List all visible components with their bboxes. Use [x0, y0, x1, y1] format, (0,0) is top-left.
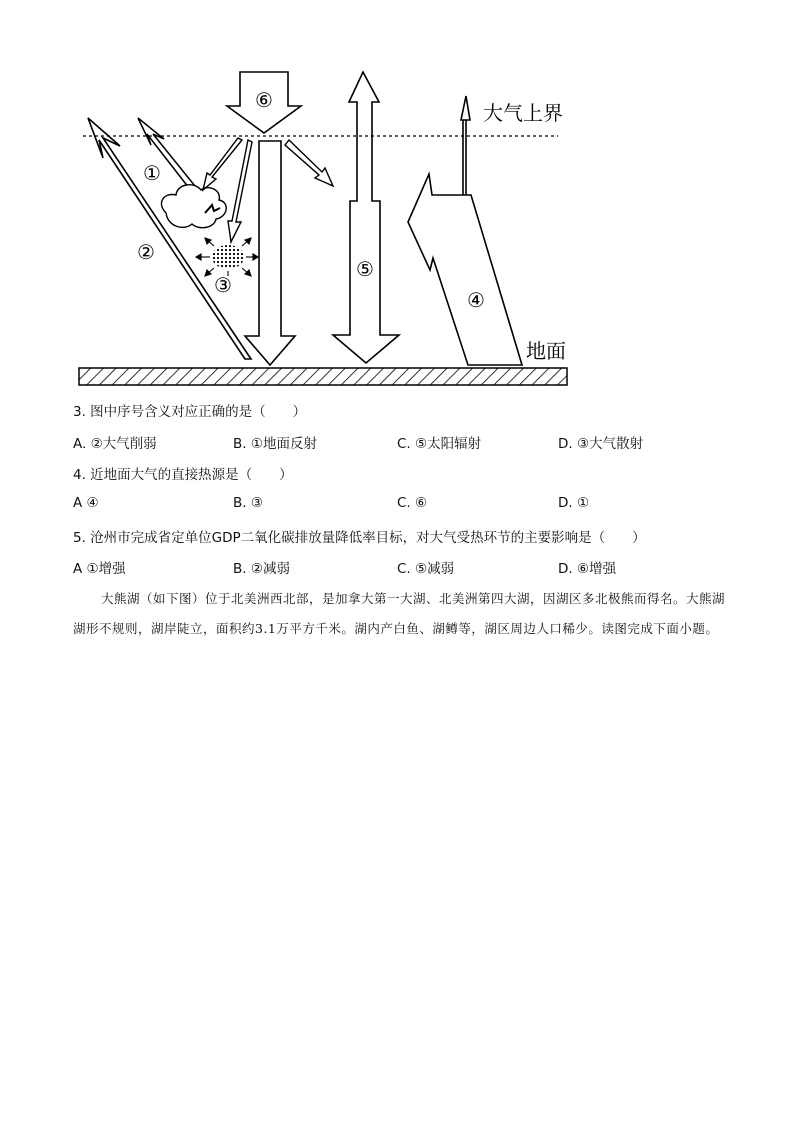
arrow-solar-to-ground	[245, 141, 295, 365]
ground-bar	[79, 368, 567, 385]
label-n1: ①	[143, 161, 161, 185]
atmosphere-heating-diagram	[0, 0, 794, 400]
question-3-option-d[interactable]: D. ③大气散射	[558, 436, 644, 452]
question-4-option-c[interactable]: C. ⑥	[397, 495, 428, 511]
question-4-option-d[interactable]: D. ①	[558, 495, 590, 511]
label-top-atmosphere: 大气上界	[483, 101, 563, 125]
label-n6: ⑥	[255, 88, 273, 112]
arrow-scattered-right	[285, 140, 333, 186]
question-4-option-a[interactable]: A ④	[73, 495, 99, 511]
label-ground: 地面	[526, 339, 566, 363]
question-5-option-c[interactable]: C. ⑤减弱	[397, 561, 455, 577]
question-3-option-b[interactable]: B. ①地面反射	[233, 436, 317, 452]
arrow-solar-to-particles	[228, 140, 252, 242]
arrow-5-atmospheric-radiation	[333, 72, 399, 363]
question-5-stem: 5. 沧州市完成省定单位GDP二氧化碳排放量降低率目标，对大气受热环节的主要影响是（ ）	[73, 530, 646, 546]
label-n4: ④	[467, 288, 485, 312]
label-n2: ②	[137, 240, 155, 264]
question-3-option-c[interactable]: C. ⑤太阳辐射	[397, 436, 482, 452]
question-5-option-b[interactable]: B. ②减弱	[233, 561, 290, 577]
question-4-option-b[interactable]: B. ③	[233, 495, 263, 511]
question-4-stem: 4. 近地面大气的直接热源是（ ）	[73, 467, 293, 483]
scattering-particles-icon	[212, 245, 244, 269]
question-3-option-a[interactable]: A. ②大气削弱	[73, 436, 157, 452]
label-n5: ⑤	[356, 257, 374, 281]
question-5-option-d[interactable]: D. ⑥增强	[558, 561, 617, 577]
label-n3: ③	[214, 273, 232, 297]
cloud-icon	[161, 185, 226, 228]
question-5-option-a[interactable]: A ①增强	[73, 561, 126, 577]
passage-text: 大熊湖（如下图）位于北美洲西北部，是加拿大第一大湖、北美洲第四大湖，因湖区多北极熊而得名。大熊湖湖形不规则，湖岸陡立，面积约3.1万平方千米。湖内产白鱼、湖鳟等，湖区周边人口稀少。读图完成下面小题。	[73, 591, 726, 636]
question-3-stem: 3. 图中序号含义对应正确的是（ ）	[73, 404, 307, 420]
arrow-solar-to-cloud	[203, 138, 242, 190]
